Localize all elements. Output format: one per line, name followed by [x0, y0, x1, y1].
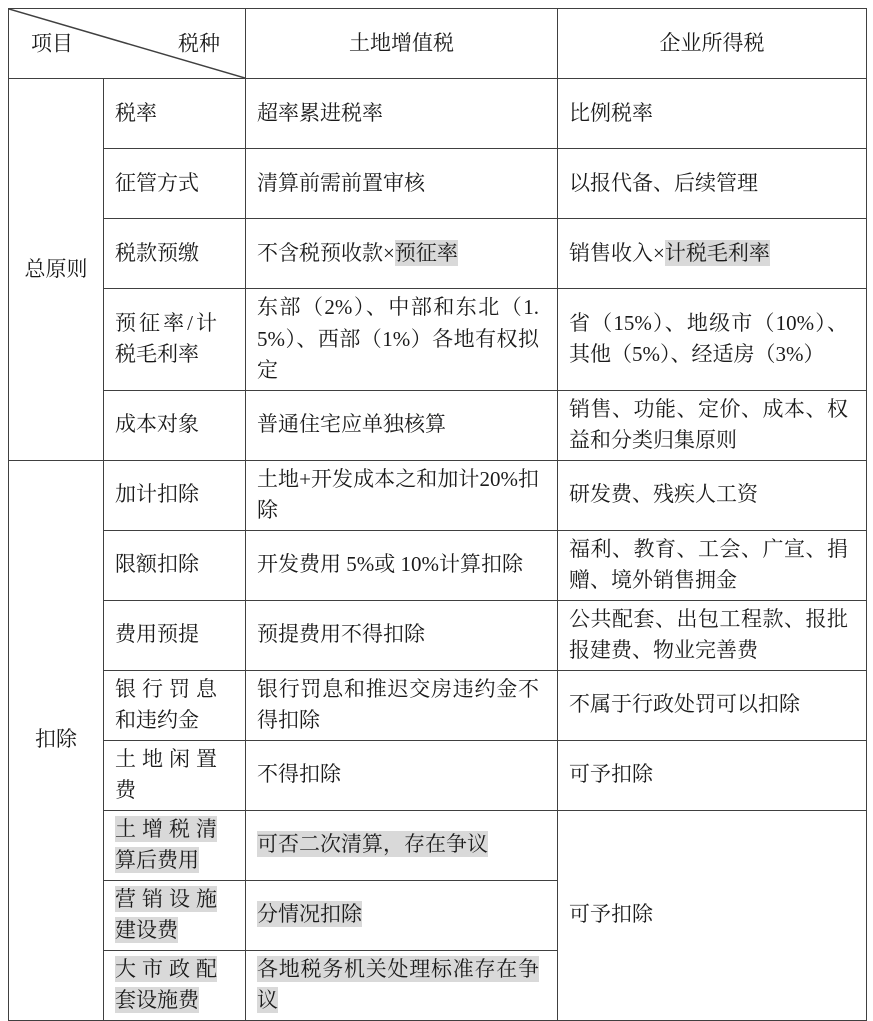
row-label-capped-deduction: 限额扣除	[104, 530, 246, 600]
cell-lvt-tax-rate: 超率累进税率	[246, 79, 558, 149]
lvt-marketing-facilities-highlight: 分情况扣除	[257, 902, 362, 927]
group-label-general-principles: 总原则	[9, 79, 104, 461]
row-label-tax-prepayment: 税款预缴	[104, 219, 246, 289]
row-label-post-settlement-expenses	[104, 810, 246, 880]
row-label-municipal-supporting-facilities	[104, 950, 246, 1020]
cell-lvt-prelevy-rate: 东部（2%）、中部和东北（1.5%）、西部（1%）各地有权拟定	[246, 289, 558, 391]
cell-cit-additional-deduction: 研发费、残疾人工资	[558, 460, 867, 530]
corner-cell	[9, 9, 246, 79]
cell-cit-tax-prepayment	[558, 219, 867, 289]
lvt-municipal-facilities-highlight: 各地税务机关处理标准存在争议	[257, 956, 539, 1012]
cell-cit-prelevy-rate: 省（15%）、地级市（10%）、其他（5%）、经适房（3%）	[558, 289, 867, 391]
cell-cit-idle-land-fee: 可予扣除	[558, 740, 867, 810]
row-label-idle-land-fee: 土地闲置费	[104, 740, 246, 810]
row-label-prelevy-rate: 预征率/计税毛利率	[104, 289, 246, 391]
cell-lvt-marketing-facilities	[246, 880, 558, 950]
cell-cit-deductible-merged: 可予扣除	[558, 810, 867, 1020]
cell-cit-accrued-expenses: 公共配套、出包工程款、报批报建费、物业完善费	[558, 600, 867, 670]
column-header-corporate-income-tax: 企业所得税	[558, 9, 867, 79]
lvt-prepay-rate-highlight: 预征率	[394, 240, 458, 265]
row-label-administration-mode: 征管方式	[104, 149, 246, 219]
cit-prepay-rate-highlight: 计税毛利率	[664, 240, 770, 265]
row-label-cost-object: 成本对象	[104, 390, 246, 460]
cell-lvt-idle-land-fee: 不得扣除	[246, 740, 558, 810]
cell-lvt-capped-deduction: 开发费用 5%或 10%计算扣除	[246, 530, 558, 600]
cell-lvt-administration-mode: 清算前需前置审核	[246, 149, 558, 219]
cell-cit-capped-deduction: 福利、教育、工会、广宣、捐赠、境外销售拥金	[558, 530, 867, 600]
cell-cit-cost-object: 销售、功能、定价、成本、权益和分类归集原则	[558, 390, 867, 460]
row-label-accrued-expenses: 费用预提	[104, 600, 246, 670]
post-settlement-label-highlight: 土增税清算后费用	[115, 816, 217, 872]
corner-label-tax-type: 税种	[178, 30, 220, 55]
tax-comparison-table	[8, 8, 867, 1021]
cell-lvt-tax-prepayment	[246, 219, 558, 289]
cell-cit-administration-mode: 以报代备、后续管理	[558, 149, 867, 219]
row-label-additional-deduction: 加计扣除	[104, 460, 246, 530]
corner-label-project: 项目	[31, 30, 73, 55]
cell-lvt-post-settlement-expenses	[246, 810, 558, 880]
cell-lvt-municipal-supporting-facilities	[246, 950, 558, 1020]
cell-lvt-accrued-expenses: 预提费用不得扣除	[246, 600, 558, 670]
group-label-deductions: 扣除	[9, 460, 104, 1020]
cell-lvt-additional-deduction: 土地+开发成本之和加计20%扣除	[246, 460, 558, 530]
cell-lvt-cost-object: 普通住宅应单独核算	[246, 390, 558, 460]
cell-cit-bank-penalty: 不属于行政处罚可以扣除	[558, 670, 867, 740]
cit-prepay-formula: 销售收入×	[569, 240, 665, 265]
cell-cit-tax-rate: 比例税率	[558, 79, 867, 149]
lvt-post-settlement-highlight: 可否二次清算，存在争议	[257, 832, 488, 857]
marketing-facilities-label-highlight: 营销设施建设费	[115, 886, 217, 942]
row-label-tax-rate: 税率	[104, 79, 246, 149]
lvt-prepay-formula: 不含税预收款×	[257, 240, 395, 265]
row-label-bank-penalty: 银行罚息和违约金	[104, 670, 246, 740]
cell-lvt-bank-penalty: 银行罚息和推迟交房违约金不得扣除	[246, 670, 558, 740]
municipal-facilities-label-highlight: 大市政配套设施费	[115, 956, 217, 1012]
row-label-marketing-facilities	[104, 880, 246, 950]
column-header-land-value-tax: 土地增值税	[246, 9, 558, 79]
